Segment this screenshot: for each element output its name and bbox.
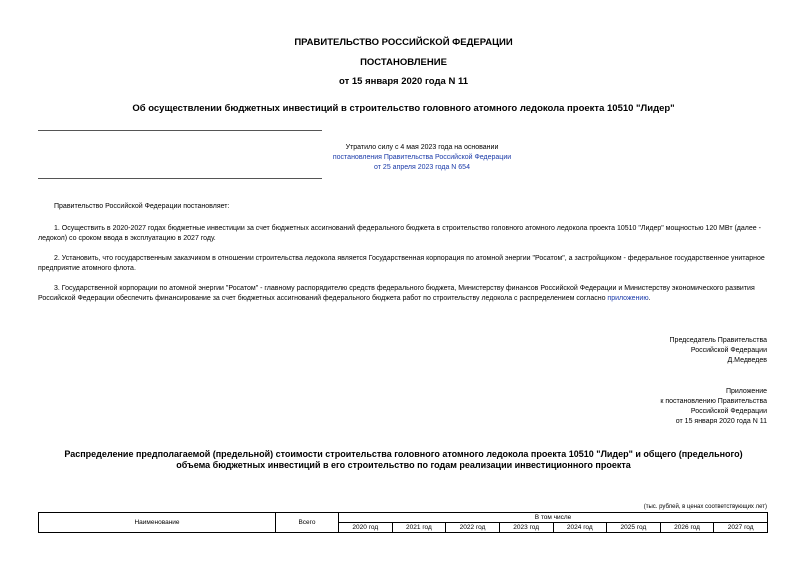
header-including: В том числе [339, 513, 768, 523]
appendix-line3: Российской Федерации [690, 408, 767, 415]
header-year: 2026 год [660, 523, 714, 533]
appendix-line1: Приложение [725, 388, 767, 395]
repeal-link-line2[interactable]: от 25 апреля 2023 года N 654 [374, 164, 470, 171]
document-type: ПОСТАНОВЛЕНИЕ [360, 57, 447, 68]
signature-line3: Д.Медведев [727, 357, 767, 364]
paragraph-1: 1. Осуществить в 2020-2027 годах бюджетные инвестиции за счет бюджетных ассигнований федерального бюджета в строительство головного атомного ледокола проекта 10510 "Лидер" мощностью 120 МВт (далее - ледокол) со сроком ввода в эксплуатацию в 2027 году. [38, 225, 761, 242]
header-year: 2020 год [339, 523, 393, 533]
signature-block [670, 336, 767, 366]
appendix-line2: к постановлению Правительства [660, 398, 767, 405]
divider-bottom [38, 178, 322, 179]
header-year: 2023 год [499, 523, 553, 533]
paragraph-3-end: . [648, 295, 651, 302]
header-year: 2022 год [446, 523, 500, 533]
header-name: Наименование [39, 513, 276, 533]
units-note: (тыс. рублей, в ценах соответствующих лет) [643, 504, 767, 510]
paragraph-3-text: 3. Государственной корпорации по атомной энергии "Росатом" - главному распорядителю средств федерального бюджета, Министерству финансов Российской Федерации и Министерству экономического развития Российской Федерации обеспечить финансирование за счет бюджетных ассигнований федерального бюджета работ по строительству ледокола с распределением согласно [38, 285, 755, 302]
government-name: ПРАВИТЕЛЬСТВО РОССИЙСКОЙ ФЕДЕРАЦИИ [294, 37, 513, 48]
appendix-title: Распределение предполагаемой (предельной) стоимости строительства головного атомного ледокола проекта 10510 "Лидер" и общего (предельного) объема бюджетных инвестиций в его строительство по годам реализации инвестиционного проекта [64, 449, 743, 470]
header-total: Всего [276, 513, 339, 533]
repeal-notice-text: Утратило силу с 4 мая 2023 года на основании [345, 144, 499, 151]
header-year: 2024 год [553, 523, 607, 533]
header-year: 2025 год [607, 523, 661, 533]
appendix-link[interactable]: приложению [607, 295, 649, 302]
signature-line2: Российской Федерации [690, 347, 767, 354]
divider-top [38, 130, 322, 131]
header-year: 2027 год [714, 523, 768, 533]
appendix-line4: от 15 января 2020 года N 11 [675, 418, 767, 425]
repeal-link-line1[interactable]: постановления Правительства Российской Федерации [332, 154, 512, 161]
repeal-notice [38, 143, 806, 173]
paragraph-2: 2. Установить, что государственным заказчиком в отношении строительства ледокола является Государственная корпорация по атомной энергии "Росатом", а застройщиком - федеральное государственное унитарное предприятие атомного флота. [38, 255, 765, 272]
document-title: Об осуществлении бюджетных инвестиций в строительство головного атомного ледокола проекта 10510 "Лидер" [132, 103, 675, 114]
header-year: 2021 год [392, 523, 446, 533]
document-date: от 15 января 2020 года N 11 [339, 76, 468, 87]
table-header-row [39, 513, 768, 523]
signature-line1: Председатель Правительства [669, 337, 767, 344]
intro-text: Правительство Российской Федерации постановляет: [54, 203, 230, 210]
paragraph-3 [38, 284, 768, 304]
appendix-header [660, 387, 767, 427]
investment-table [38, 512, 768, 533]
